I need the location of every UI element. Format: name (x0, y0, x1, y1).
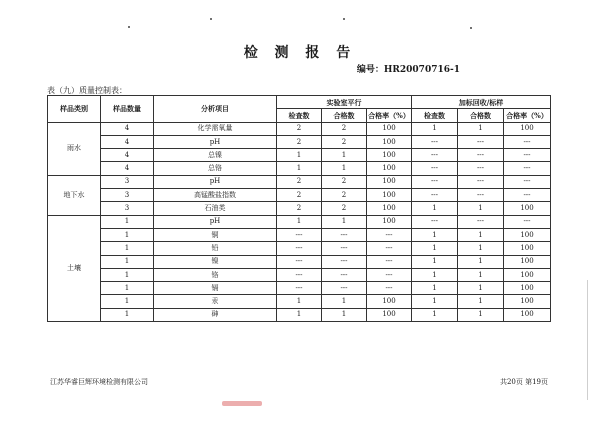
lab-pass-cell: 1 (322, 149, 367, 162)
header-pass-count: 合格数 (458, 109, 504, 122)
lab-check-cell: 1 (277, 295, 322, 308)
analysis-item-cell: 镉 (154, 282, 277, 295)
lab-pass-cell: 1 (322, 162, 367, 175)
lab-check-cell: --- (277, 228, 322, 241)
spike-check-cell: --- (412, 175, 458, 188)
lab-rate-cell: 100 (367, 135, 412, 148)
lab-rate-cell: 100 (367, 149, 412, 162)
header-sample-type: 样品类别 (48, 96, 101, 123)
sample-count-cell: 4 (101, 162, 154, 175)
lab-check-cell: 2 (277, 175, 322, 188)
spike-rate-cell: 100 (504, 122, 551, 135)
spike-pass-cell: 1 (458, 122, 504, 135)
table-row (48, 202, 551, 215)
spike-pass-cell: 1 (458, 308, 504, 321)
scan-speck (210, 18, 212, 20)
sample-count-cell: 1 (101, 228, 154, 241)
spike-rate-cell: 100 (504, 282, 551, 295)
spike-pass-cell: --- (458, 149, 504, 162)
lab-pass-cell: 2 (322, 122, 367, 135)
lab-check-cell: 1 (277, 215, 322, 228)
spike-check-cell: 1 (412, 122, 458, 135)
spike-check-cell: --- (412, 149, 458, 162)
analysis-item-cell: 镍 (154, 255, 277, 268)
spike-rate-cell: 100 (504, 228, 551, 241)
sample-count-cell: 4 (101, 149, 154, 162)
lab-check-cell: --- (277, 255, 322, 268)
sample-category-cell: 地下水 (48, 175, 101, 215)
lab-pass-cell: 2 (322, 135, 367, 148)
lab-rate-cell: 100 (367, 122, 412, 135)
spike-rate-cell: 100 (504, 242, 551, 255)
analysis-item-cell: 化学需氧量 (154, 122, 277, 135)
spike-check-cell: 1 (412, 282, 458, 295)
quality-control-table (47, 95, 551, 322)
spike-rate-cell: 100 (504, 268, 551, 281)
spike-rate-cell: --- (504, 175, 551, 188)
spike-rate-cell: --- (504, 149, 551, 162)
table-row (48, 122, 551, 135)
table-row (48, 308, 551, 321)
spike-check-cell: 1 (412, 295, 458, 308)
lab-pass-cell: 2 (322, 189, 367, 202)
lab-rate-cell: --- (367, 268, 412, 281)
header-analysis-item: 分析项目 (154, 96, 277, 123)
lab-check-cell: --- (277, 282, 322, 295)
spike-pass-cell: --- (458, 135, 504, 148)
lab-pass-cell: --- (322, 268, 367, 281)
lab-rate-cell: 100 (367, 175, 412, 188)
analysis-item-cell: 铅 (154, 242, 277, 255)
lab-rate-cell: 100 (367, 295, 412, 308)
spike-pass-cell: 1 (458, 228, 504, 241)
lab-check-cell: --- (277, 242, 322, 255)
analysis-item-cell: 石油类 (154, 202, 277, 215)
table-row (48, 162, 551, 175)
spike-check-cell: --- (412, 135, 458, 148)
header-spike-recovery: 加标回收/标样 (412, 96, 551, 109)
report-title: 检 测 报 告 (243, 45, 357, 61)
sample-count-cell: 1 (101, 268, 154, 281)
seal-stamp-fragment (222, 401, 262, 406)
scan-speck (470, 27, 472, 29)
analysis-item-cell: 铜 (154, 228, 277, 241)
company-name: 江苏华睿巨辉环境检测有限公司 (50, 378, 148, 386)
lab-pass-cell: --- (322, 255, 367, 268)
spike-check-cell: 1 (412, 242, 458, 255)
lab-rate-cell: --- (367, 228, 412, 241)
spike-check-cell: 1 (412, 228, 458, 241)
table-body (48, 122, 551, 321)
lab-check-cell: 1 (277, 162, 322, 175)
analysis-item-cell: 砷 (154, 308, 277, 321)
header-pass-rate: 合格率（%） (504, 109, 551, 122)
spike-rate-cell: 100 (504, 295, 551, 308)
analysis-item-cell: pH (154, 135, 277, 148)
sample-category-cell: 雨水 (48, 122, 101, 175)
table-row (48, 295, 551, 308)
spike-rate-cell: --- (504, 135, 551, 148)
lab-check-cell: 2 (277, 122, 322, 135)
spike-check-cell: 1 (412, 308, 458, 321)
header-sample-count: 样品数量 (101, 96, 154, 123)
sample-count-cell: 1 (101, 215, 154, 228)
table-row (48, 135, 551, 148)
spike-pass-cell: 1 (458, 282, 504, 295)
spike-rate-cell: 100 (504, 255, 551, 268)
spike-check-cell: 1 (412, 268, 458, 281)
spike-check-cell: 1 (412, 202, 458, 215)
spike-pass-cell: 1 (458, 202, 504, 215)
spike-pass-cell: 1 (458, 242, 504, 255)
sample-count-cell: 1 (101, 308, 154, 321)
spike-pass-cell: --- (458, 162, 504, 175)
lab-rate-cell: --- (367, 282, 412, 295)
table-row (48, 268, 551, 281)
table-row (48, 242, 551, 255)
table-row (48, 215, 551, 228)
sample-count-cell: 3 (101, 189, 154, 202)
header-check-count: 检查数 (277, 109, 322, 122)
analysis-item-cell: 高锰酸盐指数 (154, 189, 277, 202)
table-row (48, 282, 551, 295)
header-lab-parallel: 实验室平行 (277, 96, 412, 109)
sample-count-cell: 1 (101, 282, 154, 295)
table-caption: 表（九）质量控制表： (47, 86, 127, 95)
table-row (48, 228, 551, 241)
spike-check-cell: 1 (412, 255, 458, 268)
lab-check-cell: 2 (277, 189, 322, 202)
lab-check-cell: 2 (277, 202, 322, 215)
lab-rate-cell: 100 (367, 189, 412, 202)
sample-count-cell: 3 (101, 202, 154, 215)
scan-speck (343, 18, 345, 20)
lab-check-cell: 1 (277, 149, 322, 162)
sample-count-cell: 3 (101, 175, 154, 188)
spike-rate-cell: --- (504, 162, 551, 175)
spike-rate-cell: 100 (504, 308, 551, 321)
analysis-item-cell: pH (154, 175, 277, 188)
header-pass-count: 合格数 (322, 109, 367, 122)
sample-count-cell: 1 (101, 295, 154, 308)
spike-pass-cell: --- (458, 215, 504, 228)
header-pass-rate: 合格率（%） (367, 109, 412, 122)
table-row (48, 189, 551, 202)
spike-pass-cell: 1 (458, 295, 504, 308)
lab-rate-cell: --- (367, 242, 412, 255)
header-check-count: 检查数 (412, 109, 458, 122)
analysis-item-cell: 总镍 (154, 149, 277, 162)
sample-category-cell: 土壤 (48, 215, 101, 321)
sample-count-cell: 1 (101, 255, 154, 268)
table-row (48, 175, 551, 188)
lab-rate-cell: 100 (367, 215, 412, 228)
table-row (48, 149, 551, 162)
analysis-item-cell: 汞 (154, 295, 277, 308)
spike-pass-cell: --- (458, 175, 504, 188)
spike-rate-cell: --- (504, 189, 551, 202)
spike-check-cell: --- (412, 189, 458, 202)
lab-pass-cell: 2 (322, 175, 367, 188)
lab-rate-cell: --- (367, 255, 412, 268)
spike-rate-cell: --- (504, 215, 551, 228)
lab-check-cell: --- (277, 268, 322, 281)
sample-count-cell: 4 (101, 122, 154, 135)
lab-pass-cell: --- (322, 242, 367, 255)
sample-count-cell: 4 (101, 135, 154, 148)
lab-rate-cell: 100 (367, 308, 412, 321)
page-number: 共20页 第19页 (499, 378, 548, 386)
lab-pass-cell: 1 (322, 308, 367, 321)
analysis-item-cell: pH (154, 215, 277, 228)
lab-pass-cell: --- (322, 228, 367, 241)
spike-pass-cell: 1 (458, 268, 504, 281)
spike-pass-cell: --- (458, 189, 504, 202)
spike-rate-cell: 100 (504, 202, 551, 215)
lab-pass-cell: 1 (322, 215, 367, 228)
analysis-item-cell: 总铬 (154, 162, 277, 175)
spike-check-cell: --- (412, 215, 458, 228)
lab-pass-cell: 1 (322, 295, 367, 308)
lab-pass-cell: 2 (322, 202, 367, 215)
lab-rate-cell: 100 (367, 162, 412, 175)
lab-pass-cell: --- (322, 282, 367, 295)
lab-rate-cell: 100 (367, 202, 412, 215)
spike-check-cell: --- (412, 162, 458, 175)
spike-pass-cell: 1 (458, 255, 504, 268)
lab-check-cell: 1 (277, 308, 322, 321)
scan-edge (587, 280, 588, 400)
report-number: 编号：HR20070716-1 (356, 65, 460, 75)
analysis-item-cell: 铬 (154, 268, 277, 281)
lab-check-cell: 2 (277, 135, 322, 148)
table-row (48, 255, 551, 268)
sample-count-cell: 1 (101, 242, 154, 255)
scan-speck (128, 26, 130, 28)
